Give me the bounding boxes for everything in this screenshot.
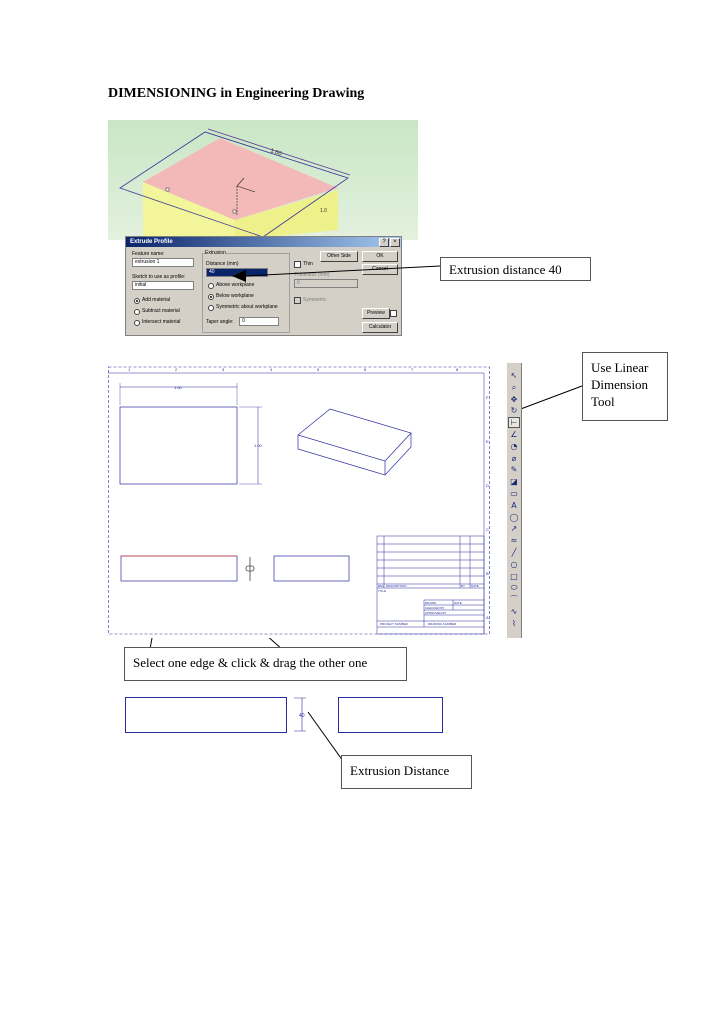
ruler-d: D	[486, 483, 489, 488]
linear-dimension-icon[interactable]: ⊢	[510, 418, 518, 428]
tb-drawing-number: DRAWING NUMBER	[428, 622, 457, 626]
sketch-label: Sketch to use as profile:	[132, 274, 186, 280]
drawing-sheet-svg	[108, 363, 491, 638]
symmetric-workplane-label: Symmetric about workplane	[216, 304, 278, 310]
angular-dimension-icon[interactable]: ∠	[510, 430, 518, 439]
rectangle-icon[interactable]: □	[510, 571, 518, 581]
radius-icon[interactable]: ◔	[510, 441, 518, 451]
callout-line-1: Use Linear	[591, 360, 649, 375]
diameter-icon[interactable]: ⌀	[511, 453, 517, 463]
ruler-5: 5	[317, 367, 320, 372]
tb-rev: REV	[378, 584, 385, 588]
frame-icon[interactable]: ▭	[510, 489, 518, 498]
cursor-symbol	[246, 557, 254, 581]
ruler-b: B	[486, 571, 489, 576]
side-view[interactable]	[274, 556, 349, 581]
leader-icon[interactable]: ↗	[510, 524, 518, 534]
centerline-icon[interactable]: ⌇	[512, 618, 516, 628]
tb-date: DATE	[471, 584, 479, 588]
help-button[interactable]: ?	[379, 238, 389, 247]
thickness-label: Thickness (mm)	[294, 272, 330, 278]
drawing-sheet[interactable]	[108, 363, 491, 638]
isometric-view[interactable]	[298, 409, 411, 475]
tb-date2: DATE	[454, 601, 462, 605]
select-icon[interactable]: ↖	[510, 371, 518, 380]
taper-label: Taper angle:	[206, 319, 234, 325]
top-view[interactable]	[121, 556, 237, 581]
extrusion-distance-callout: Extrusion Distance	[341, 755, 472, 789]
tb-title: TITLE	[378, 589, 387, 593]
ruler-f: F	[486, 395, 489, 400]
thin-label: Thin	[303, 261, 313, 267]
callout-line-2: Dimension	[591, 377, 649, 392]
ruler-7: 7	[411, 367, 414, 372]
tb-description: DESCRIPTION	[386, 584, 407, 588]
ruler-a: A	[486, 615, 489, 620]
tb-by: BY	[461, 584, 466, 588]
line-icon[interactable]: ╱	[511, 548, 517, 557]
thickness-input[interactable]: 0	[294, 279, 358, 288]
ruler-c: C	[486, 527, 489, 532]
balloon-icon[interactable]: ◯	[509, 512, 519, 522]
tb-drawn: DRAWN	[425, 601, 437, 605]
front-view[interactable]	[120, 407, 237, 484]
page-title: DIMENSIONING in Engineering Drawing	[108, 86, 365, 101]
linear-dimension-tool-callout	[582, 352, 668, 421]
callout-line-3: Tool	[591, 394, 615, 409]
extrusion-group-label: Extrusion	[205, 250, 226, 256]
tb-checked: CHECKED BY	[425, 606, 445, 610]
lower-dimension-value: 40	[299, 713, 305, 719]
side-dimension-label: 1.0	[320, 208, 327, 214]
ellipse-icon[interactable]: ⬭	[510, 583, 518, 593]
ok-button[interactable]: OK	[362, 251, 398, 262]
lower-side-view[interactable]	[338, 697, 443, 733]
select-edge-callout: Select one edge & click & drag the other one	[124, 647, 407, 681]
lower-top-view[interactable]	[125, 697, 287, 733]
ruler-4: 4	[270, 367, 273, 372]
distance-input[interactable]: 40	[206, 268, 268, 277]
top-dimension-label: 1.60	[269, 148, 283, 158]
ruler-8: 8	[456, 367, 459, 372]
linear-tool-leader	[518, 386, 582, 410]
ruler-1: 1	[128, 367, 131, 372]
sketch-select-value: initial	[135, 282, 147, 288]
spline-icon[interactable]: ∿	[510, 607, 518, 616]
extrusion-40-leader	[244, 266, 440, 276]
close-button[interactable]: ×	[390, 238, 400, 247]
taper-input[interactable]: 0	[239, 317, 279, 326]
height-dimension-text: 1.00	[254, 443, 262, 448]
add-material-label: Add material	[142, 297, 171, 303]
arc-icon[interactable]: ⌒	[510, 595, 518, 605]
other-side-button[interactable]: Other Side	[320, 251, 358, 262]
drawing-toolbar[interactable]	[506, 363, 522, 638]
rotate-icon[interactable]: ↻	[510, 406, 518, 416]
note-icon[interactable]: ✎	[510, 465, 518, 475]
pan-icon[interactable]: ✥	[510, 394, 518, 404]
dialog-title: Extrude Profile	[130, 239, 173, 245]
text-icon[interactable]: A	[511, 500, 517, 510]
circle-icon[interactable]: ○	[510, 559, 518, 569]
tb-project-number: PROJECT NUMBER	[380, 622, 408, 626]
tb-approved: APPROVED BY	[425, 611, 447, 615]
above-workplane-label: Above workplane	[216, 282, 255, 288]
ruler-6: 6	[364, 367, 367, 372]
symmetric-label: Symmetric	[303, 297, 327, 303]
surface-icon[interactable]: ≈	[510, 536, 518, 546]
datum-icon[interactable]: ◪	[510, 477, 518, 487]
preview-button[interactable]: Preview	[362, 308, 390, 319]
feature-name-input[interactable]: extrusion 1	[132, 258, 194, 267]
ruler-3: 3	[222, 367, 225, 372]
distance-label: Distance (mm)	[206, 261, 239, 267]
subtract-material-label: Subtract material	[142, 308, 180, 314]
zoom-icon[interactable]: ⌕	[511, 382, 517, 392]
width-dimension-text: 1.60	[174, 385, 182, 390]
intersect-material-label: Intersect material	[142, 319, 181, 325]
calculator-button[interactable]: Calculator	[362, 322, 398, 333]
ruler-2: 2	[175, 367, 178, 372]
below-workplane-label: Below workplane	[216, 293, 254, 299]
extrusion-distance-40-callout: Extrusion distance 40	[440, 257, 591, 281]
ruler-e: E	[486, 439, 489, 444]
feature-name-label: Feature name:	[132, 251, 165, 257]
lower-dimension	[290, 697, 314, 733]
